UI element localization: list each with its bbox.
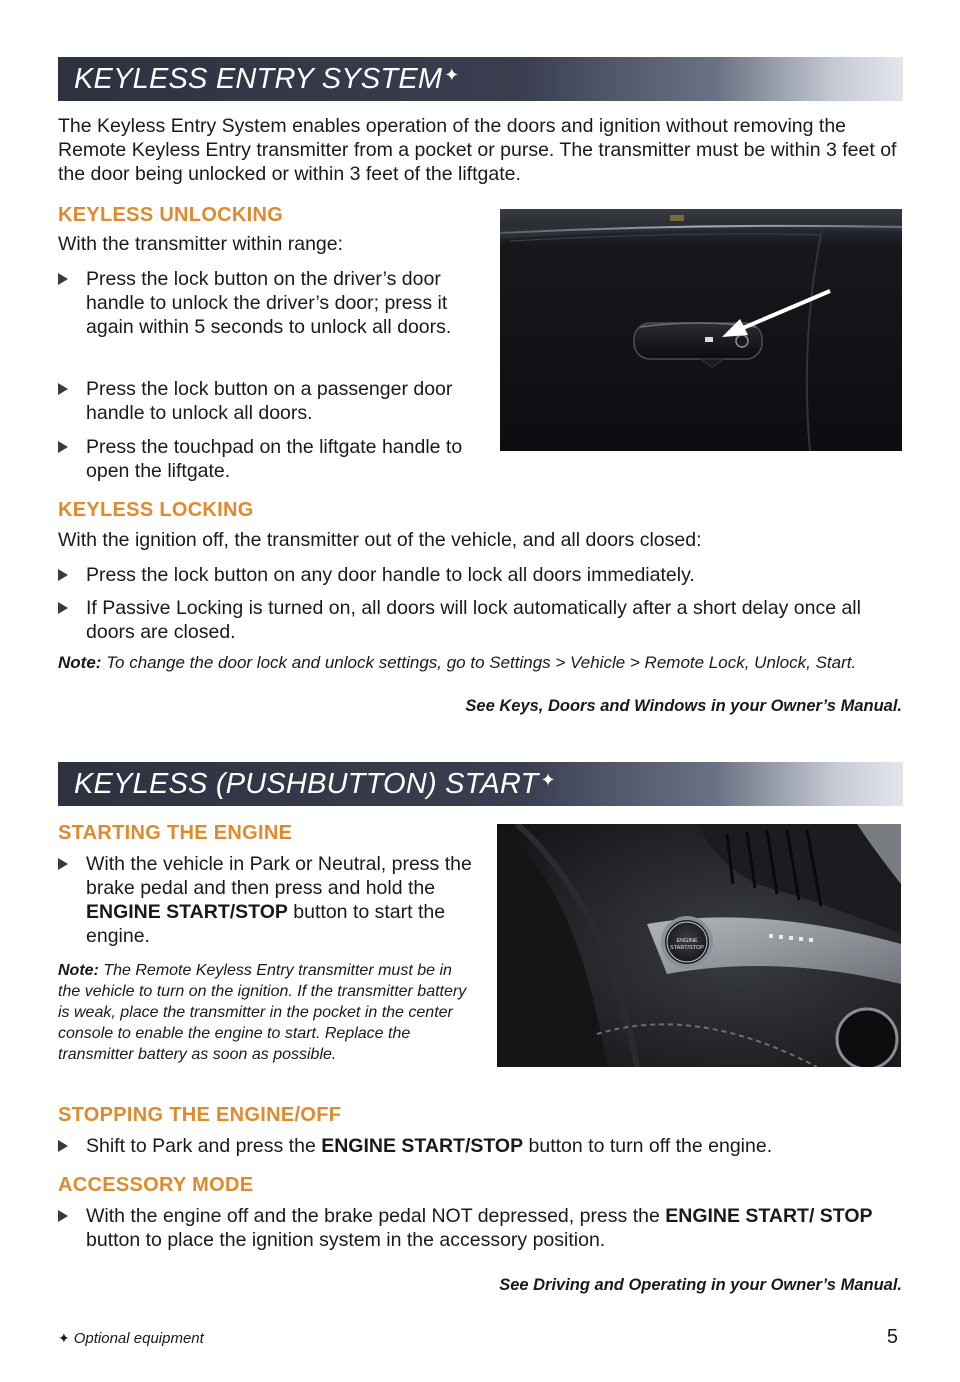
intro-paragraph: The Keyless Entry System enables operation of the doors and ignition without removing the Remote Keyless Entry transmitter from a pocket or purse. The transmitter must be within 3 feet of the door being unlocked or within 3 feet of the liftgate.: [58, 115, 897, 185]
list-item: Press the touchpad on the liftgate handle to open the liftgate.: [58, 435, 478, 483]
optional-star-icon: ✦: [540, 770, 556, 790]
heading-starting-engine: STARTING THE ENGINE: [58, 822, 293, 844]
page-number: 5: [886, 1326, 898, 1348]
locking-note: Note: To change the door lock and unlock settings, go to Settings > Vehicle > Remote Lock, Unlock, Start.: [58, 653, 857, 672]
optional-star-icon: ✦: [444, 65, 460, 85]
engine-start-button-photo: [497, 824, 901, 1067]
heading-keyless-unlocking: KEYLESS UNLOCKING: [58, 204, 284, 226]
section-banner-keyless-entry: [58, 57, 903, 101]
optional-equipment-footnote: ✦ Optional equipment: [58, 1330, 204, 1347]
list-item: With the engine off and the brake pedal NOT depressed, press the ENGINE START/ STOP button to place the ignition system in the accessory position.: [58, 1204, 888, 1252]
section-title: KEYLESS (PUSHBUTTON) START ✦: [74, 768, 556, 800]
list-item: Press the lock button on the driver’s door handle to unlock the driver’s door; press it again within 5 seconds to unlock all doors.: [58, 267, 478, 339]
button-label-line2: START/STOP: [670, 945, 704, 951]
locking-lead: With the ignition off, the transmitter out of the vehicle, and all doors closed:: [58, 529, 702, 551]
list-item: If Passive Locking is turned on, all doors will lock automatically after a short delay once all doors are closed.: [58, 596, 904, 644]
starting-note: Note: The Remote Keyless Entry transmitter must be in the vehicle to turn on the ignition. If the transmitter battery is weak, place the transmitter in the pocket in the center console to enable the engine to start. Replace the transmitter battery as soon as possible.: [58, 962, 467, 1063]
list-item: Shift to Park and press the ENGINE START/STOP button to turn off the engine.: [58, 1134, 904, 1158]
optional-star-icon: ✦: [58, 1330, 70, 1346]
unlocking-lead: With the transmitter within range:: [58, 233, 344, 255]
heading-accessory-mode: ACCESSORY MODE: [58, 1174, 254, 1196]
section-title: KEYLESS ENTRY SYSTEM ✦: [74, 63, 460, 95]
door-handle-photo: [500, 209, 902, 451]
door-handle-illustration: [500, 209, 902, 451]
reference-keys-doors-windows: See Keys, Doors and Windows in your Owner’s Manual.: [465, 697, 902, 715]
list-item: With the vehicle in Park or Neutral, press the brake pedal and then press and hold the ENGINE START/STOP button to start the engine.: [58, 852, 478, 948]
button-label-line1: ENGINE: [676, 938, 698, 944]
list-item: Press the lock button on a passenger door handle to unlock all doors.: [58, 377, 478, 425]
list-item: Press the lock button on any door handle to lock all doors immediately.: [58, 563, 904, 587]
engine-start-illustration: [497, 824, 901, 1067]
heading-stopping-engine: STOPPING THE ENGINE/OFF: [58, 1104, 342, 1126]
reference-driving-operating: See Driving and Operating in your Owner’s Manual.: [499, 1276, 902, 1294]
section-banner-keyless-start: [58, 762, 903, 806]
heading-keyless-locking: KEYLESS LOCKING: [58, 499, 254, 521]
